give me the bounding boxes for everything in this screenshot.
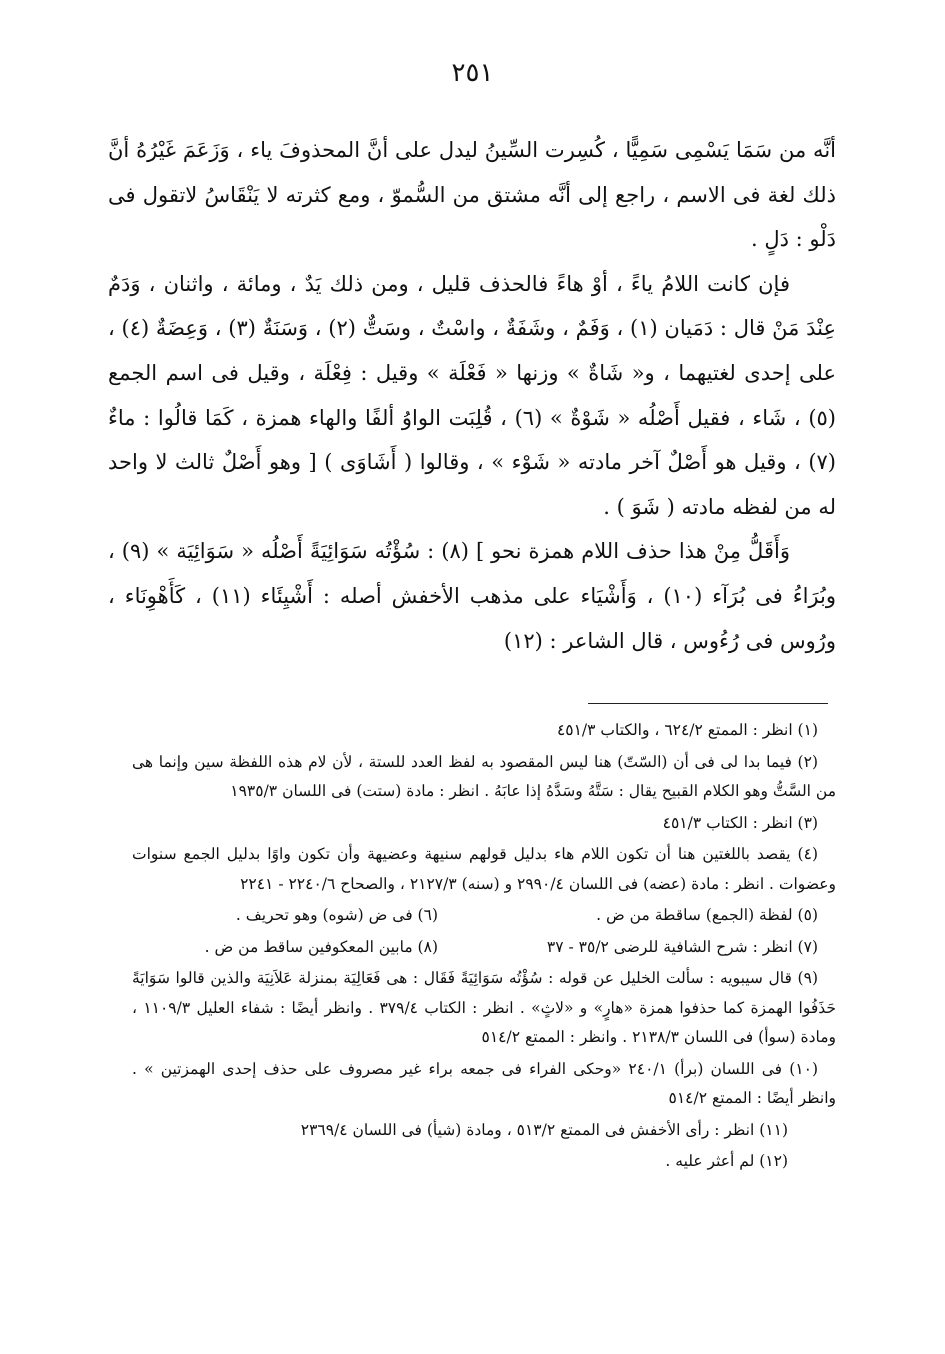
footnote-5: (٥) لفظة (الجمع) ساقطة من ض .: [596, 906, 818, 924]
paragraph-1: أنَّه من سَمَا يَسْمِى سَمِيًّا ، كُسِرت السِّينُ ليدل على أنَّ المحذوفَ ياء ، وَزَعَمَ غَيْرُهُ أنَّ ذلك لغة فى الاسم ، راجع إلى أنَّه مشتق من السُّموّ ، ومع كثرته لا يَنْقَاسُ لاتقول فى دَلْو : دَلٍ .: [108, 138, 836, 252]
footnote-divider: [588, 703, 828, 704]
footnote-11: (١١) انظر : رأى الأخفش فى الممتع ٥١٣/٢ ، ومادة (شيأ) فى اللسان ٢٣٦٩/٤: [300, 1120, 788, 1139]
page-number: ٢٥١: [451, 58, 494, 88]
footnote-12: (١٢) لم أعثر عليه .: [665, 1152, 788, 1170]
footnote-8: (٨) مابين المعكوفين ساقط من ض .: [204, 937, 438, 956]
footnote-3: (٣) انظر : الكتاب ٤٥١/٣: [662, 813, 818, 832]
footnote-row-5-6: [132, 901, 836, 931]
footnote-10: (١٠) فى اللسان (برأ) ٢٤٠/١ «وحكى الفراء فى جمعه براء غير مصروف على حذف إحدى الهمزتين » . وانظر أيضًا : الممتع ٥١٤/٢: [132, 1059, 836, 1107]
footnotes: [132, 716, 836, 1179]
paragraph-2: فإن كانت اللامُ ياءً ، أوْ هاءً فالحذف قليل ، ومن ذلك يَدٌ ، ومائة ، واثنان ، وَدَمٌ عِنْدَ مَنْ قال : دَمَيان (١) ، وَفَمٌ ، وشَفَةٌ ، واسْتٌ ، وسَتٌّ (٢) ، وَسَنَةٌ (٣) ، وَعِضَةٌ (٤) ، على إحدى لغتيهما ، و« شَاةٌ » وزنها « فَعْلَة » وقيل : فِعْلَة ، وقيل فى اسم الجمع (٥) ، شَاء ، فقيل أَصْلُه « شَوْةٌ » (٦) ، قُلِبَت الواوُ ألفًا والهاء همزة ، كَمَا قالُوا : ماءٌ (٧) ، وقيل هو أَصْلٌ آخر مادته « شَوْء » ، وقالوا ( أَشَاوَى ) [ وهو أَصْلٌ ثالث لا واحد له من لفظه مادته ( شَوَ ) .: [108, 271, 836, 519]
footnote-6: (٦) فى ض (شوه) وهو تحريف .: [235, 906, 438, 924]
footnote-7: (٧) انظر : شرح الشافية للرضى ٣٥/٢ - ٣٧: [546, 937, 818, 956]
footnote-1: (١) انظر : الممتع ٦٢٤/٢ ، والكتاب ٤٥١/٣: [556, 721, 818, 739]
paragraph-3: وَأَقَلُّ مِنْ هذا حذف اللام همزة نحو ] (٨) : سُؤْتُه سَوَائِيَةً أَصْلُه « سَوَائِيَة » (٩) ، وبُرَاءُ فى بُرَآء (١٠) ، وَأَشْيَاء على مذهب الأخفش أصله : أَشْيِئَاء (١١) ، كَأَهْوِنَاء ، ورُوس فى رُءُوس ، قال الشاعر : (١٢): [108, 539, 836, 653]
footnote-2: (٢) فيما بدا لى فى أن (السّتّ) هنا ليس المقصود به لفظ العدد للستة ، لأن لام هذه اللفظة سين وإنما هى من السَّتُّ وهو الكلام القبيح يقال : سَتَّهُ وسَدَّهُ إذا عابَهُ . انظر : مادة (ستت) فى اللسان ١٩٣٥/٣: [132, 752, 836, 800]
footnote-4: (٤) يقصد باللغتين هنا أن تكون اللام هاء بدليل قولهم سنيهة وعضيهة وأن تكون واوًا بدليل الجمع سنوات وعضوات . انظر : مادة (عضه) فى اللسان ٢٩٩٠/٤ و (سنه) ٢١٢٧/٣ ، والصحاح ٢٢٤٠/٦ - ٢٢٤١: [132, 845, 836, 893]
footnote-row-7-8: [132, 933, 836, 963]
main-text: [108, 128, 836, 663]
footnote-9: (٩) قال سيبويه : سألت الخليل عن قوله : سُؤْتُه سَوَائِيَةً فَقَال : هى فَعَالِيَة بمنزلة عَلاَنِيَة والذين قالوا سَوَايَةً حَذَفُوا الهمزة كما حذفوا همزة «هارٍ» و «لاثٍ» . انظر : الكتاب ٣٧٩/٤ . وانظر أيضًا : شفاء العليل ١١٠٩/٣ ، ومادة (سوأ) فى اللسان ٢١٣٨/٣ . وانظر : الممتع ٥١٤/٢: [132, 969, 836, 1046]
